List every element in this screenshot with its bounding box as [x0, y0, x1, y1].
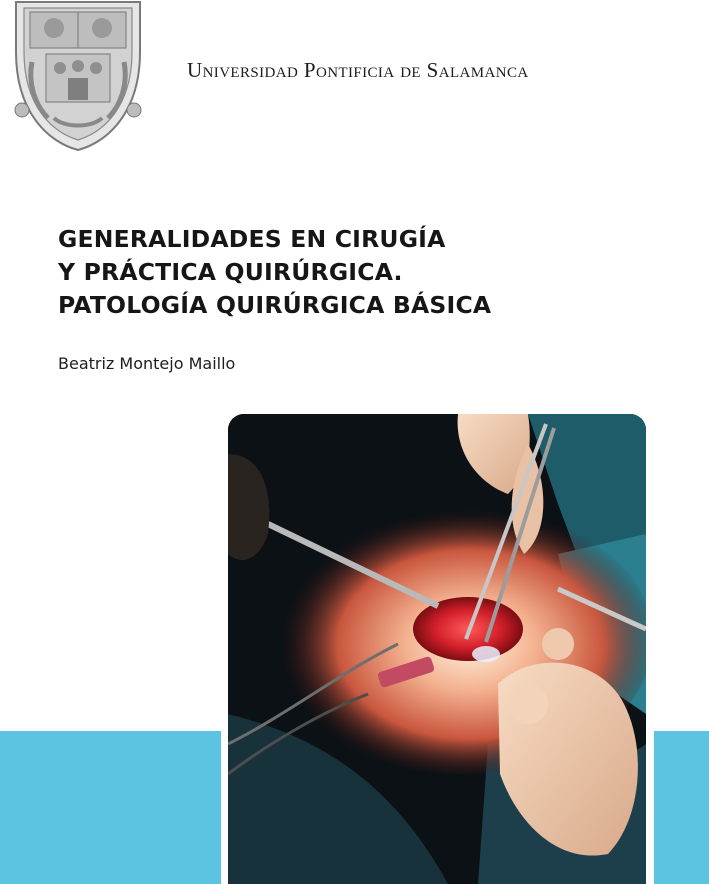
accent-band-right: [654, 731, 709, 884]
surgery-photo-icon: [228, 414, 646, 884]
university-seal-icon: [0, 0, 158, 154]
title-line-2: Y PRÁCTICA QUIRÚRGICA.: [58, 258, 403, 286]
accent-band-left: [0, 731, 221, 884]
author-name: Beatriz Montejo Maillo: [58, 354, 236, 373]
title-line-3: PATOLOGÍA QUIRÚRGICA BÁSICA: [58, 291, 492, 319]
university-name: Universidad Pontificia de Salamanca: [187, 58, 529, 82]
title-line-1: GENERALIDADES EN CIRUGÍA: [58, 225, 446, 253]
book-title: [58, 223, 618, 322]
